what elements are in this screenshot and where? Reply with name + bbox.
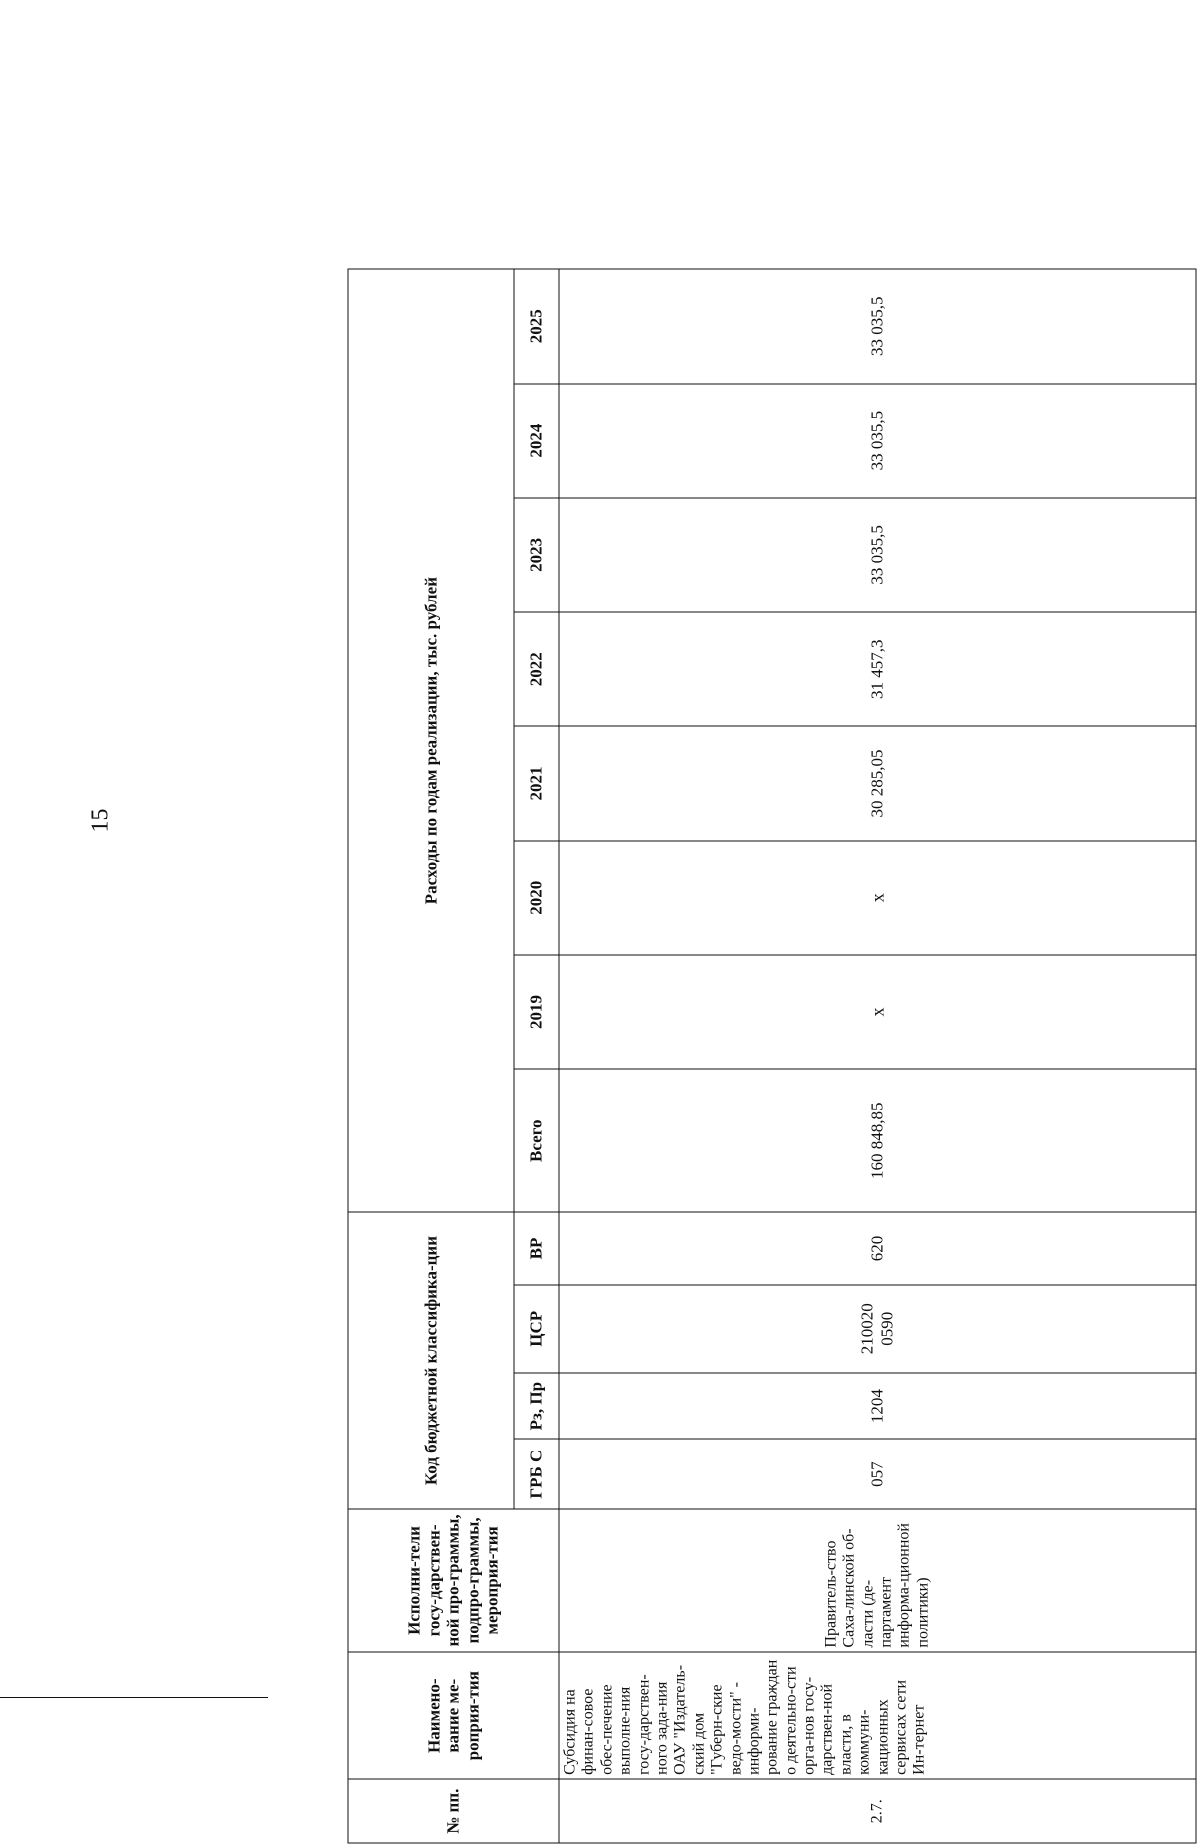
header-rz: Рз, Пр — [514, 1373, 559, 1440]
row-value-2024: 33 035,5 — [559, 384, 1196, 498]
row-vr: 620 — [559, 1212, 1196, 1284]
header-total: Всего — [514, 1069, 559, 1212]
row-rz: 1204 — [559, 1373, 1196, 1440]
header-executors: Исполни-тели госу-дарствен-ной про-граммы, подпро-граммы, мероприя-тия — [348, 1509, 559, 1652]
header-budget-code: Код бюджетной классифика-ции — [348, 1212, 514, 1509]
row-csr: 210020 0590 — [559, 1285, 1196, 1373]
header-vr: ВР — [514, 1212, 559, 1284]
header-row-1 — [348, 269, 514, 1843]
row-value-2023: 33 035,5 — [559, 498, 1196, 612]
header-year-2019: 2019 — [514, 955, 559, 1069]
header-grbs: ГРБ С — [514, 1439, 559, 1508]
row-total: 160 848,85 — [559, 1069, 1196, 1212]
header-expenses: Расходы по годам реализации, тыс. рублей — [348, 269, 514, 1212]
header-year-2021: 2021 — [514, 726, 559, 840]
header-csr: ЦСР — [514, 1285, 559, 1373]
row-num: 2.7. — [559, 1779, 1196, 1843]
row-value-2019: x — [559, 955, 1196, 1069]
header-num: № пп. — [348, 1779, 559, 1843]
row-grbs: 057 — [559, 1439, 1196, 1508]
table-row — [559, 269, 1196, 1843]
row-value-2020: x — [559, 841, 1196, 955]
header-year-2022: 2022 — [514, 612, 559, 726]
row-value-2025: 33 035,5 — [559, 269, 1196, 384]
header-year-2025: 2025 — [514, 269, 559, 384]
row-executor: Правитель-ство Саха-линской об-ласти (де-партамент информа-ционной политики) — [559, 1509, 1196, 1652]
row-value-2022: 31 457,3 — [559, 612, 1196, 726]
budget-table-rotated — [348, 269, 1196, 1844]
footnote-rule — [0, 1697, 268, 1698]
header-year-2020: 2020 — [514, 841, 559, 955]
row-value-2021: 30 285,05 — [559, 726, 1196, 840]
header-year-2023: 2023 — [514, 498, 559, 612]
budget-table — [348, 269, 1197, 1844]
header-name: Наимено-вание ме-роприя-тия — [348, 1652, 559, 1779]
header-year-2024: 2024 — [514, 384, 559, 498]
row-name: Субсидия на финан-совое обес-печение выполне-ния госу-дарствен-ного зада-ния ОАУ "Издатель-ский дом "Губерн-ские ведо-мости" - информи-рование граждан о деятельно-сти орга-нов госу-дарствен-ной власти, в коммуни-кационных сервисах сети Ин-тернет — [559, 1652, 1196, 1779]
page-number: 15 — [87, 808, 114, 833]
